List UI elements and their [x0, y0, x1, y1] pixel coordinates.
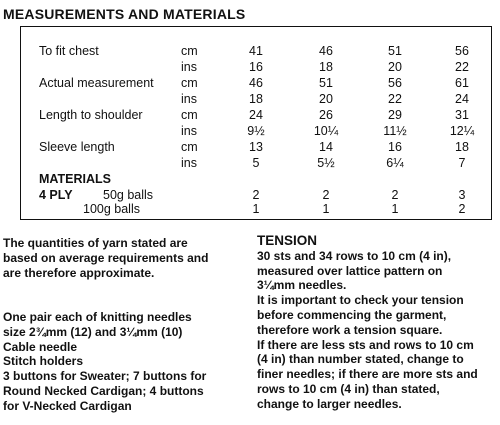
size-value: 22: [388, 92, 402, 106]
size-value: 16: [388, 140, 402, 154]
tension-line: (4 in) than number stated, change to: [257, 352, 464, 367]
ball-count: 1: [252, 202, 260, 216]
row-unit: ins: [181, 156, 197, 170]
size-value: 5½: [317, 156, 335, 170]
row-label: Actual measurement: [39, 76, 154, 90]
tension-line: 3¼mm needles.: [257, 278, 347, 293]
tension-line: 30 sts and 34 rows to 10 cm (4 in),: [257, 248, 452, 263]
size-value: 46: [249, 76, 263, 90]
row-unit: cm: [181, 76, 198, 90]
tension-line: It is important to check your tension: [257, 293, 464, 308]
row-label: To fit chest: [39, 44, 99, 58]
ball-size-label: 100g balls: [83, 202, 140, 216]
size-value: 46: [319, 44, 333, 58]
tension-line: therefore work a tension square.: [257, 322, 443, 337]
table-row: [21, 107, 491, 123]
section-heading: MEASUREMENTS AND MATERIALS: [3, 6, 246, 22]
needle-line: size 2¾mm (12) and 3¼mm (10): [3, 324, 183, 339]
row-unit: ins: [181, 60, 197, 74]
row-label: Length to shoulder: [39, 108, 143, 122]
note-line: are therefore approximate.: [3, 265, 155, 280]
size-value: 14: [319, 140, 333, 154]
row-unit: ins: [181, 92, 197, 106]
needle-line: Stitch holders: [3, 354, 84, 369]
row-label: Sleeve length: [39, 140, 115, 154]
size-value: 41: [249, 44, 263, 58]
ball-count: 1: [322, 202, 330, 216]
size-value: 10¼: [313, 124, 339, 138]
tension-line: finer needles; if there are more sts and: [257, 367, 478, 382]
size-value: 26: [319, 108, 333, 122]
table-row: [21, 155, 491, 171]
size-value: 31: [455, 108, 469, 122]
tension-line: rows to 10 cm (4 in) than stated,: [257, 381, 440, 396]
needles-list: [3, 310, 243, 414]
ball-size-label: 50g balls: [103, 188, 154, 202]
ball-count: 3: [458, 188, 466, 202]
size-value: 9½: [247, 124, 265, 138]
size-value: 20: [319, 92, 333, 106]
needle-line: Cable needle: [3, 339, 78, 354]
tension-line: If there are less sts and rows to 10 cm: [257, 337, 474, 352]
table-row: [21, 59, 491, 75]
size-value: 18: [319, 60, 333, 74]
needle-line: for V-Necked Cardigan: [3, 398, 132, 413]
yarn-ply: 4 PLY: [39, 188, 73, 202]
needle-line: One pair each of knitting needles: [3, 310, 192, 324]
needle-line: 3 buttons for Sweater; 7 buttons for: [3, 369, 207, 384]
ball-count: 2: [391, 188, 399, 202]
row-unit: cm: [181, 140, 198, 154]
tension-section: [257, 234, 495, 412]
table-row: [21, 75, 491, 91]
size-value: 22: [455, 60, 469, 74]
size-value: 11½: [383, 124, 407, 138]
size-value: 20: [388, 60, 402, 74]
needle-line: Round Necked Cardigan; 4 buttons: [3, 383, 204, 398]
ball-count: 1: [391, 202, 399, 216]
size-value: 6¼: [386, 156, 404, 170]
size-value: 12¼: [449, 124, 475, 138]
note-line: The quantities of yarn stated are: [3, 236, 188, 250]
note-line: based on average requirements and: [3, 250, 209, 265]
size-value: 51: [319, 76, 333, 90]
size-value: 24: [455, 92, 469, 106]
table-row: [21, 139, 491, 155]
size-value: 51: [388, 44, 402, 58]
size-value: 24: [249, 108, 263, 122]
tension-line: before commencing the garment,: [257, 307, 447, 322]
size-value: 18: [455, 140, 469, 154]
table-row: [21, 43, 491, 59]
materials-row: [21, 201, 491, 217]
table-row: [21, 91, 491, 107]
size-value: 56: [455, 44, 469, 58]
row-unit: cm: [181, 44, 198, 58]
measurements-table: [20, 26, 492, 220]
ball-count: 2: [252, 188, 260, 202]
size-value: 5: [252, 156, 260, 170]
size-value: 56: [388, 76, 402, 90]
ball-count: 2: [322, 188, 330, 202]
tension-line: change to larger needles.: [257, 396, 402, 411]
row-unit: ins: [181, 124, 197, 138]
size-value: 29: [388, 108, 402, 122]
size-value: 16: [249, 60, 263, 74]
size-value: 7: [458, 156, 466, 170]
size-value: 13: [249, 140, 263, 154]
size-value: 61: [455, 76, 469, 90]
size-value: 18: [249, 92, 263, 106]
ball-count: 2: [458, 202, 466, 216]
tension-text: [257, 249, 495, 412]
materials-title: MATERIALS: [39, 172, 111, 186]
yarn-quantities-note: [3, 236, 243, 280]
table-row: [21, 123, 491, 139]
tension-title: TENSION: [257, 233, 318, 248]
tension-line: measured over lattice pattern on: [257, 263, 443, 278]
row-unit: cm: [181, 108, 198, 122]
